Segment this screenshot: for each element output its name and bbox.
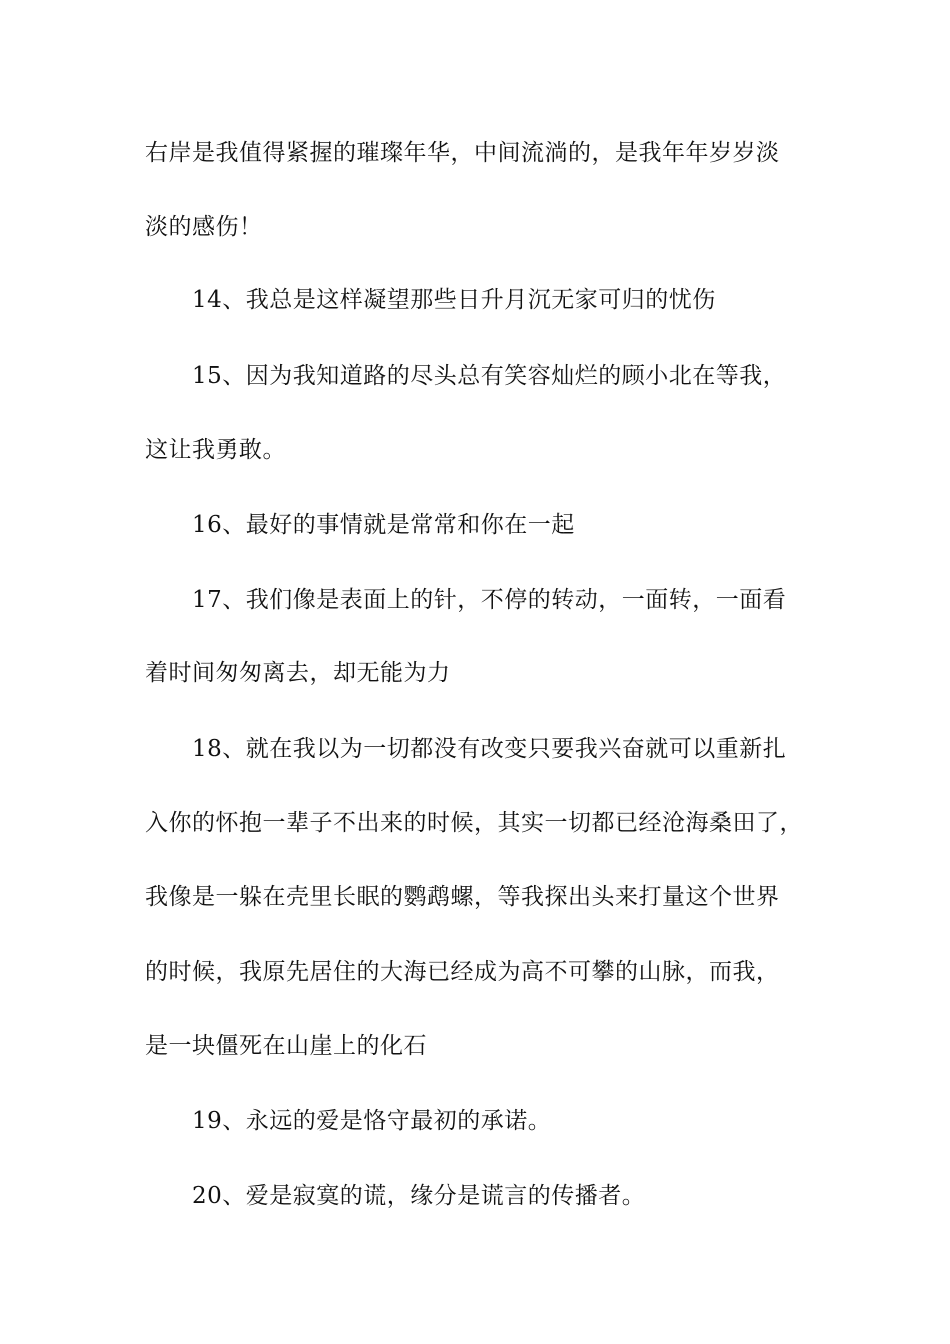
paragraph-19: 19、永远的爱是恪守最初的承诺。	[192, 1108, 552, 1134]
text-line: 右岸是我值得紧握的璀璨年华，中间流淌的，是我年年岁岁淡	[145, 140, 780, 166]
text-line: 入你的怀抱一辈子不出来的时候，其实一切都已经沧海桑田了，	[145, 810, 803, 836]
paragraph-17: 17、我们像是表面上的针，不停的转动，一面转，一面看	[192, 587, 787, 613]
paragraph-14: 14、我总是这样凝望那些日升月沉无家可归的忧伤	[192, 287, 716, 313]
text-line: 我像是一躲在壳里长眠的鹦鹉螺，等我探出头来打量这个世界	[145, 884, 780, 910]
text-line: 淡的感伤！	[145, 214, 263, 240]
text-line: 这让我勇敢。	[145, 437, 286, 463]
paragraph-18: 18、就在我以为一切都没有改变只要我兴奋就可以重新扎	[192, 736, 787, 762]
text-line: 是一块僵死在山崖上的化石	[145, 1033, 427, 1059]
paragraph-16: 16、最好的事情就是常常和你在一起	[192, 512, 575, 538]
paragraph-20: 20、爱是寂寞的谎，缘分是谎言的传播者。	[192, 1183, 646, 1209]
text-line: 的时候，我原先居住的大海已经成为高不可攀的山脉，而我，	[145, 959, 780, 985]
text-line: 着时间匆匆离去，却无能为力	[145, 660, 451, 686]
paragraph-15: 15、因为我知道路的尽头总有笑容灿烂的顾小北在等我，	[192, 363, 787, 389]
